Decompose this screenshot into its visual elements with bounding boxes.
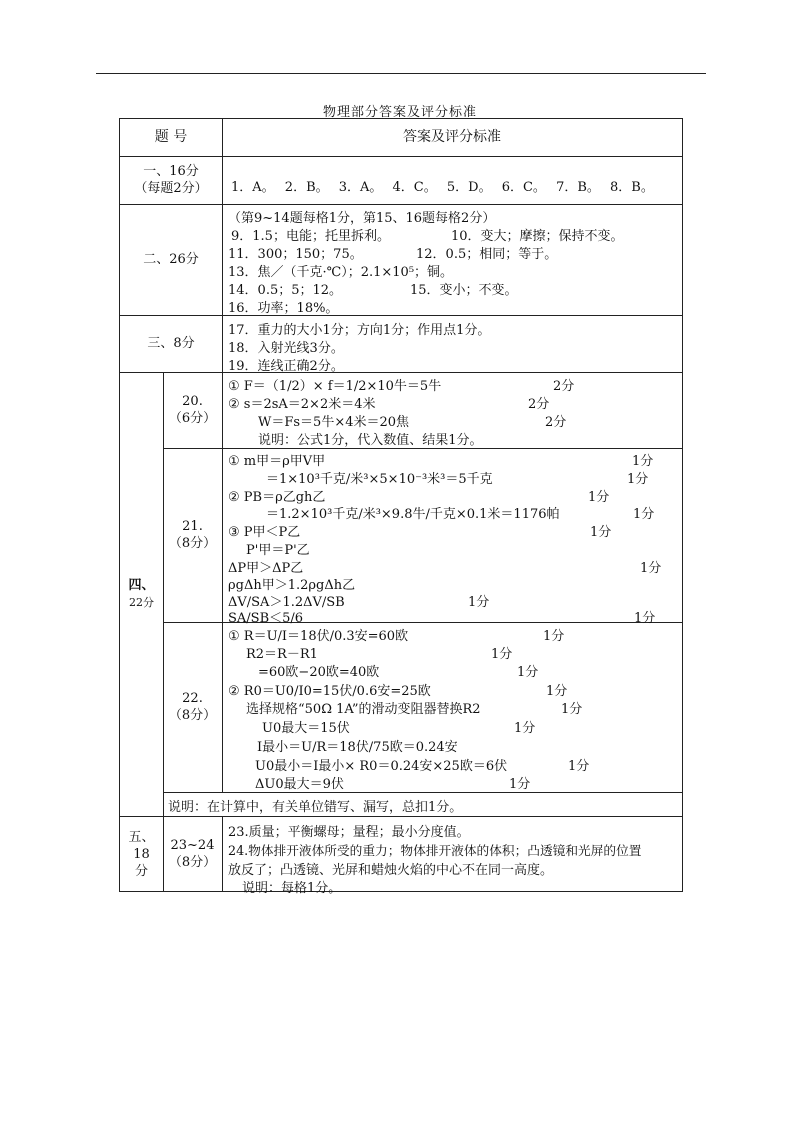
section-1-label: 一、16分 （每题2分） — [134, 164, 208, 196]
section-5-label: 五、 18 分 — [128, 829, 155, 879]
section-4-note: 说明：在计算中，有关单位错写、漏写，总扣1分。 — [168, 800, 463, 815]
top-rule — [96, 73, 706, 74]
q21-label: 21. （8分） — [168, 519, 217, 551]
section-4-label: 四、 22分 — [128, 578, 155, 609]
section-2-label: 二、26分 — [143, 252, 199, 267]
row-divider — [163, 448, 682, 449]
column-divider — [222, 372, 223, 792]
header-question-no: 题 号 — [154, 129, 188, 145]
row-divider — [163, 792, 682, 793]
column-divider — [222, 119, 223, 372]
q20-label: 20. （6分） — [168, 394, 217, 426]
column-divider — [222, 816, 223, 892]
q23-24-label: 23~24 （8分） — [168, 838, 217, 870]
section-3-label: 三、8分 — [147, 336, 195, 351]
q22-label: 22. （8分） — [168, 691, 217, 723]
document-title: 物理部分答案及评分标准 — [322, 105, 477, 120]
header-answer: 答案及评分标准 — [403, 129, 501, 145]
answer-table: 题 号 答案及评分标准 一、16分 （每题2分） 1．A。 2．B。 3．A。 4．C。 5．D。 6．C。 7．B。 8．B。 二、26分 （第9~14题每格1分，第15、16题每格2分） 9．1.5；电能；托里拆利。 10．变大；摩擦；保持不变。 11．300；150；75。 12．0.5；相同；等于。 13．焦／（千克·℃）；2.1×10⁵；铜。 14．0.5；5；12。 15．变小；不变。 16．功率；18%。 三、8分 17．重力的大小1分；方向1分；作用点1分。 18．入射光线3分。 19．连线正确2分。 四、 22分 20. （6分） ① F＝（1/2）× f＝1/2×10牛＝5牛 ② s＝2sA＝2×2米＝4米 W＝Fs＝5牛×4米＝20焦 说明：公式1分，代入数值、结果1分。 2分 2分 2分 21. （8分） ① m甲＝ρ甲V甲 ＝1×10³千克/米³×5×10⁻³米³＝5千克 ② PB＝ρ乙gh乙 ＝1.2×10³千克/米³×9.8牛/千克×0.1米＝1176帕 ③ P甲＜P乙 P'甲＝P'乙 ΔP甲＞ΔP乙 ρgΔh甲＞1.2ρgΔh乙 ΔV/SA＞1.2ΔV/SB SA/SB＜5/6 1分 1分 1分 1分 1分 1分 1分 1分 22. （8分） ① R＝U/I＝18伏/0.3安=60欧 R2＝R－R1 =60欧−20欧=40欧 ② R0＝U0/I0=15伏/0.6安=25欧 选择规格“50Ω 1A”的滑动变阻器替换R2 U0最大＝15伏 I最小＝U/R＝18伏/75欧＝0.24安 U0最小＝I最小× R0＝0.24安×25欧＝6伏 ΔU0最大＝9伏 1分 1分 1分 1分 1分 1分 1分 1分 说明：在计算中，有关单位错写、漏写，总扣1分。 五、 18 分 23~24 （8分） 23.质量；平衡螺母；量程；最小分度值。 24.物体排开液体所受的重力；物体排开液体的体积；凸透镜和光屏的位置 放反了；凸透镜、光屏和蜡烛火焰的中心不在同一高度。 说明：每格1分。 — [119, 118, 683, 892]
section-1-answers: 1．A。 2．B。 3．A。 4．C。 5．D。 6．C。 7．B。 8．B。 — [231, 180, 654, 195]
